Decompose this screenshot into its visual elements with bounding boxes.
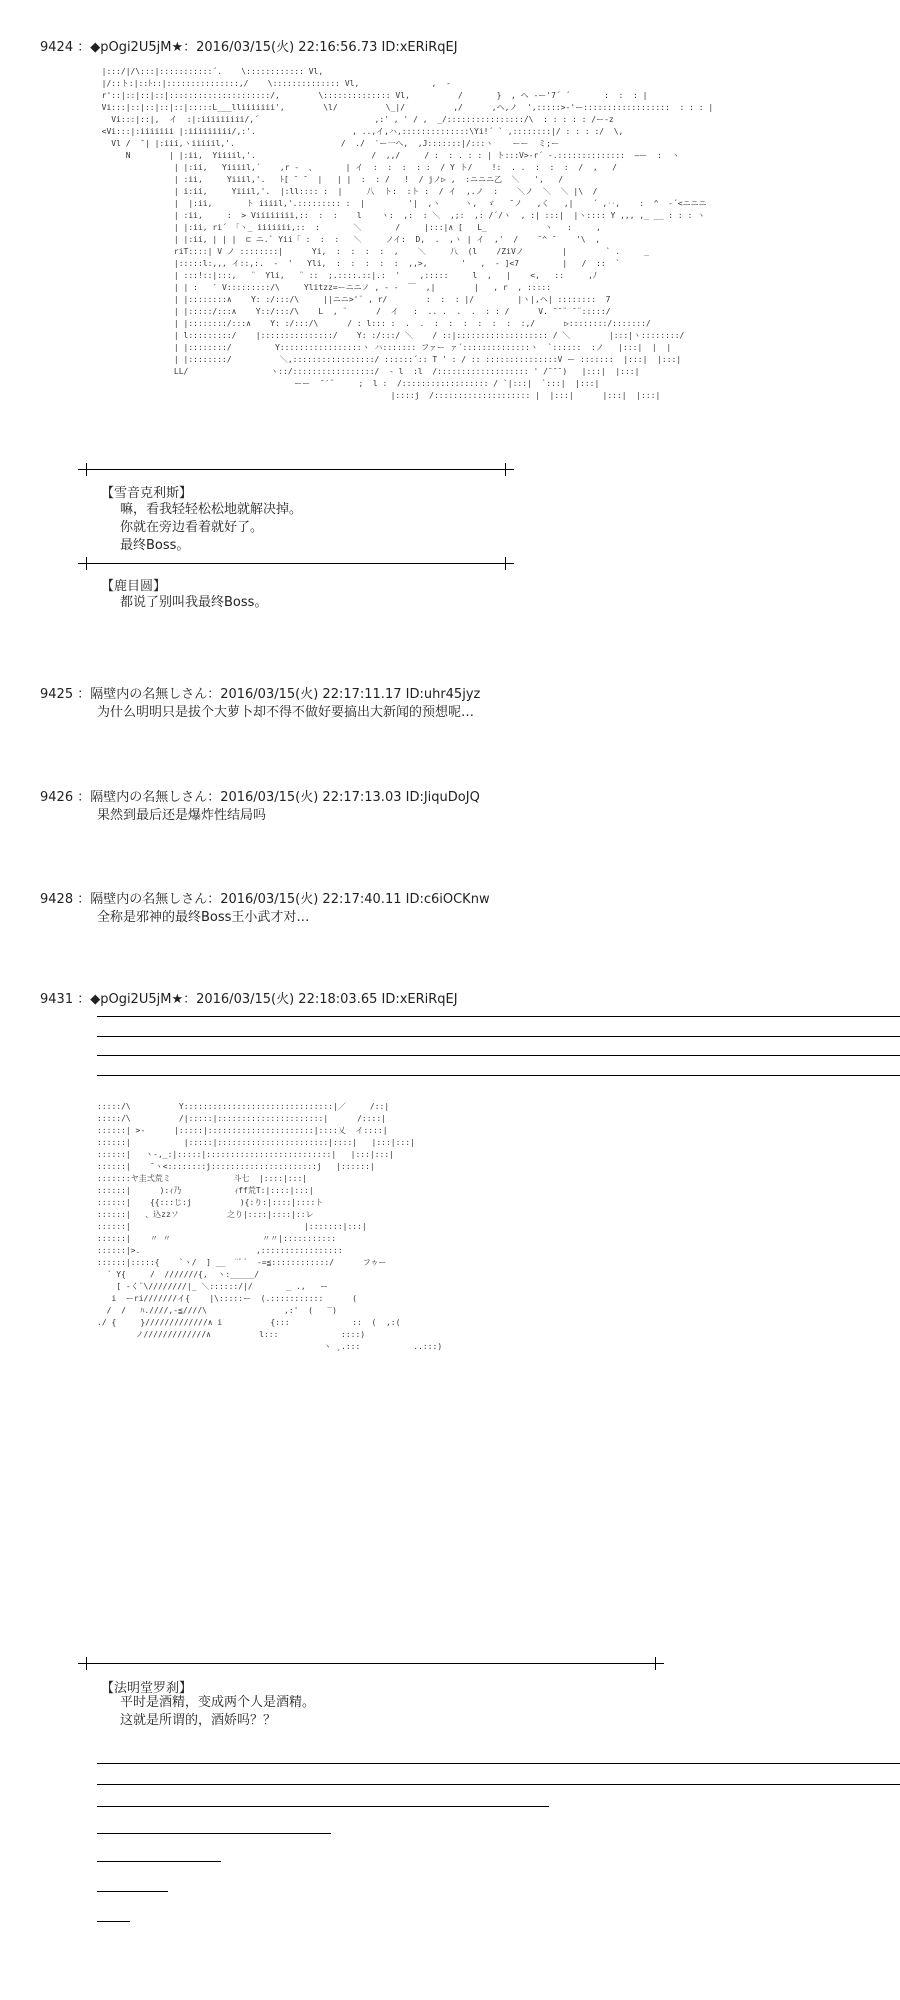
bar-line — [97, 1055, 900, 1056]
bar-line — [97, 1036, 900, 1037]
bar-line — [97, 1763, 900, 1764]
ascii-art: :::::/\ Y:::::::::::::::::::::::::::::::|／ /::| :::::/\ /|:::::|::::::::::::::::::::::| /::::| ::::::| >- |:::::|::::::::::::::::::::::|::::乂 イ::::| ::::::| |:::::|:::::::::::::::::::::::|::::| |:::|:::| ::::::| ヽ-,_:|:::::|::::::::::::::::::::::::::| |:::|:::| ::::::| ¯ヽ<::::::::j::::::::::::::::::::::j |::::::| :::::::ヤ圭弍荒ミ 斗七 |::::|:::| ::::::| ):ｨ乃 ｨff荒T:|::::|:::| ::::::| {{:::じ:j ){:り:|::::|::::ト ::::::| 、込zzソ 之り|::::|::::|::レ ::::::| |:::::::|:::| ::::::| 〃 〃 〃〃|::::::::::: ::::::|>. ,::::::::::::::::: ::::::|:::::{ `ヽ/ ] __ ¨ﾟ´ -=≦::::::::::::/ フゥー ´ Y{ / ///////{, ヽ:_____/ [ -く¨\////////|_ ＼::::::/|/ _ ., ー i ーri///////イ{ |\:::::ー (.::::::::::: ( / / ﾊ.////,-≦////\ ,:' ( ‾) ./ { }/////////////∧ i {::: :: ( ,:( ノ/////////////∧ l::: ::::) ヽ ¸.::: ..:::) — [97, 1102, 443, 1351]
bar-line — [97, 1784, 900, 1785]
dialogue — [120, 501, 302, 555]
speaker-name: 【鹿目圆】 — [101, 579, 167, 594]
divider-line — [78, 469, 514, 470]
dialogue — [120, 594, 267, 612]
bar-line — [97, 1833, 331, 1834]
bar-line — [97, 1016, 900, 1017]
bar-line — [97, 1806, 549, 1807]
post-header: 9425 ：隔壁内の名無しさん：2016/03/15(火) 22:17:11.17 ID:uhr45jyz — [40, 687, 481, 702]
divider-line — [78, 563, 514, 564]
post-header: 9428 ：隔壁内の名無しさん：2016/03/15(火) 22:17:40.11 ID:c6iOCKnw — [40, 892, 490, 907]
bar-line — [97, 1861, 221, 1862]
post-header: 9431 ：◆pOgi2U5jM★：2016/03/15(火) 22:18:03.65 ID:xERiRqEJ — [40, 992, 458, 1007]
dialogue-line: 这就是所谓的，酒娇吗？？ — [120, 1713, 277, 1728]
dialogue-line: 你就在旁边看着就好了。 — [120, 520, 264, 535]
post-header: 9424 ：◆pOgi2U5jM★：2016/03/15(火) 22:16:56.73 ID:xERiRqEJ — [40, 40, 458, 55]
post-body: 全称是邪神的最终Boss王小武才对… — [97, 910, 310, 925]
dialogue-line: 都说了别叫我最终Boss。 — [120, 595, 268, 610]
post-header: 9426 ：隔壁内の名無しさん：2016/03/15(火) 22:17:13.03 ID:JiquDoJQ — [40, 790, 480, 805]
divider-line — [78, 1663, 664, 1664]
dialogue — [120, 1694, 315, 1730]
bar-line — [97, 1921, 130, 1922]
post-body: 果然到最后还是爆炸性结局吗 — [97, 808, 267, 823]
post-body: 为什么明明只是拔个大萝卜却不得不做好要搞出大新闻的预想呢… — [97, 705, 475, 720]
dialogue-line: 最终Boss。 — [120, 538, 190, 553]
bar-line — [97, 1891, 168, 1892]
dialogue-line: 嘛，看我轻轻松松地就解决掉。 — [120, 502, 303, 517]
speaker-name: 【法明堂罗刹】 — [101, 1681, 193, 1696]
dialogue-line: 平时是酒精，变成两个人是酒精。 — [120, 1695, 316, 1710]
ascii-art: |:::/|/\:::|:::::::::::´. \:::::::::::: Vl, |/::ト:|::ﾄ::|:::::::::::::::,/ \:::::::::::::: Vl, , - r'::|::|::|::|:::::::::::::::::::::/, \:::::::::::::: Vl, / } , ヘ -ー'7´ ´ : : : | Vi:::|::|::|::|::|:::::L___lliiiiiii', \l/ \_|/ ,/ ,ヘ,ノ ',:::::>-'ー:::::::::::::::::: : : : | Vi:::|::|, イ :|:iiiiiiiii/,´ ,:' , ' / , _/::::::::::::::::/\ : : : : : /ー-z <Vi:::|:iiiiiii |:iiiiiiiii/,:'. , ..,イ,ハ,::::::::::::::\Yi!´ ` ,::::::::|/ : : : :/ \, Vl / ̄ | |:iii,ヽiiiiil,'. / ./ ′ー一ヘ, ,J:::::::|/:::ヽ ーー ミ;ー N | |:ii, Yiiiil,'. / ,,/ / : : . : : | ト:::V>-r´ -.:::::::::::::: ―ー : ヽ | |:ii, Yiiiil,´ ,r - 、 | イ : : : : : / Y ト/ !: . . : : : / , / | :ii, Yiiil,'. ﾄ[ ¯ ¯ | | | : : / ! / jノ▷ , :ニニニ乙 ＼ ', / | i:ii, Yiiil,'. |:ll:::: : | 八 ト: :ト : / イ ,.ノ : ＼ノ ＼ ＼ |\ / | |:ii, ト iiiil,'.::::::::: : | '| ,ヽ ヽ, ゞ ̄ ノ ,く ,| ´ ,‥, : ^ -´<ニニニ | :ii, : > Viiiiiiii,:: : : l ヽ: ,: : ＼ ,;: ,: /´/ヽ , :| :::| |ヽ:::: Y ,,, ,_ __ : : : ヽ | |:ii, ri´ 「ヽ_ iiiiiii,:: : ＼ / |:::|∧ [ L_ ヽ : , | |:ii, | | | ⊏ ニ.` Yii「 : : : ＼ ノイ: D, . ,ヽ | イ ,' / ¯^ ¯ '\ , riT::::| V ノ ::::::::| Yi, : : : : , ＼ 八 (l /ZiVノ | ` . _ |:::::l:,,, イ::,:. - ' Yli, : : : : : ,,>, ' , - ]<7 | / :: ` | :::!::|:::, ¨ Yli, ¨ :: ;.::::.::|.: ' ,::::: l , | <, :: ,ﾉ | | : ′ V:::::::::/\ Ylitzz=ーニニノ , - - ￣ ,| | , r , ::::: | |::::::::∧ Y: :/:::/\ ||ニニ>'¨ , r/ : : : |/ |ヽ|,ヘ| :::::::: 7 | |:::::/:::∧ Y::/:::/\ L , ¨ / イ : .. . . . : : / V. ̄ ̄ ¨ ̄ ¨:::::/ | |::::::::/:::∧ Y: :/:::/\ / : l::: : . . : : : : : : :,/ ▷::::::::/:::::::/ | l:::::::::/ |:::::::::::::::/ Y: :/:::/ ＼ / ::|::::::::::::::::::: / ＼ |:::|ヽ::::::::/ | |::::::::/ Y:::::::::::::::::ヽ ハ::::::: ファー ァ´::::::::::::::ヽ `:::::: :ノ |:::| | | | |::::::::/ ＼,:::::::::::::::::/ ::::::´:: Т ' : / :: :::::::::::::::V ー ::::::: |:::| |:::| LL/ ヽ::/:::::::::::::::::/ - l :l /::::::::::::::::::: ' /¯¯¯) |:::| |:::| ーー ¯′¨ ; l : /:::::::::::::::::: / `|:::| `:::| |:::| |::::j /:::::::::::::::::::: | |:::| |:::| |:::| — [101, 67, 714, 400]
bar-line — [97, 1075, 900, 1076]
speaker-name: 【雪音克利斯】 — [101, 486, 193, 501]
